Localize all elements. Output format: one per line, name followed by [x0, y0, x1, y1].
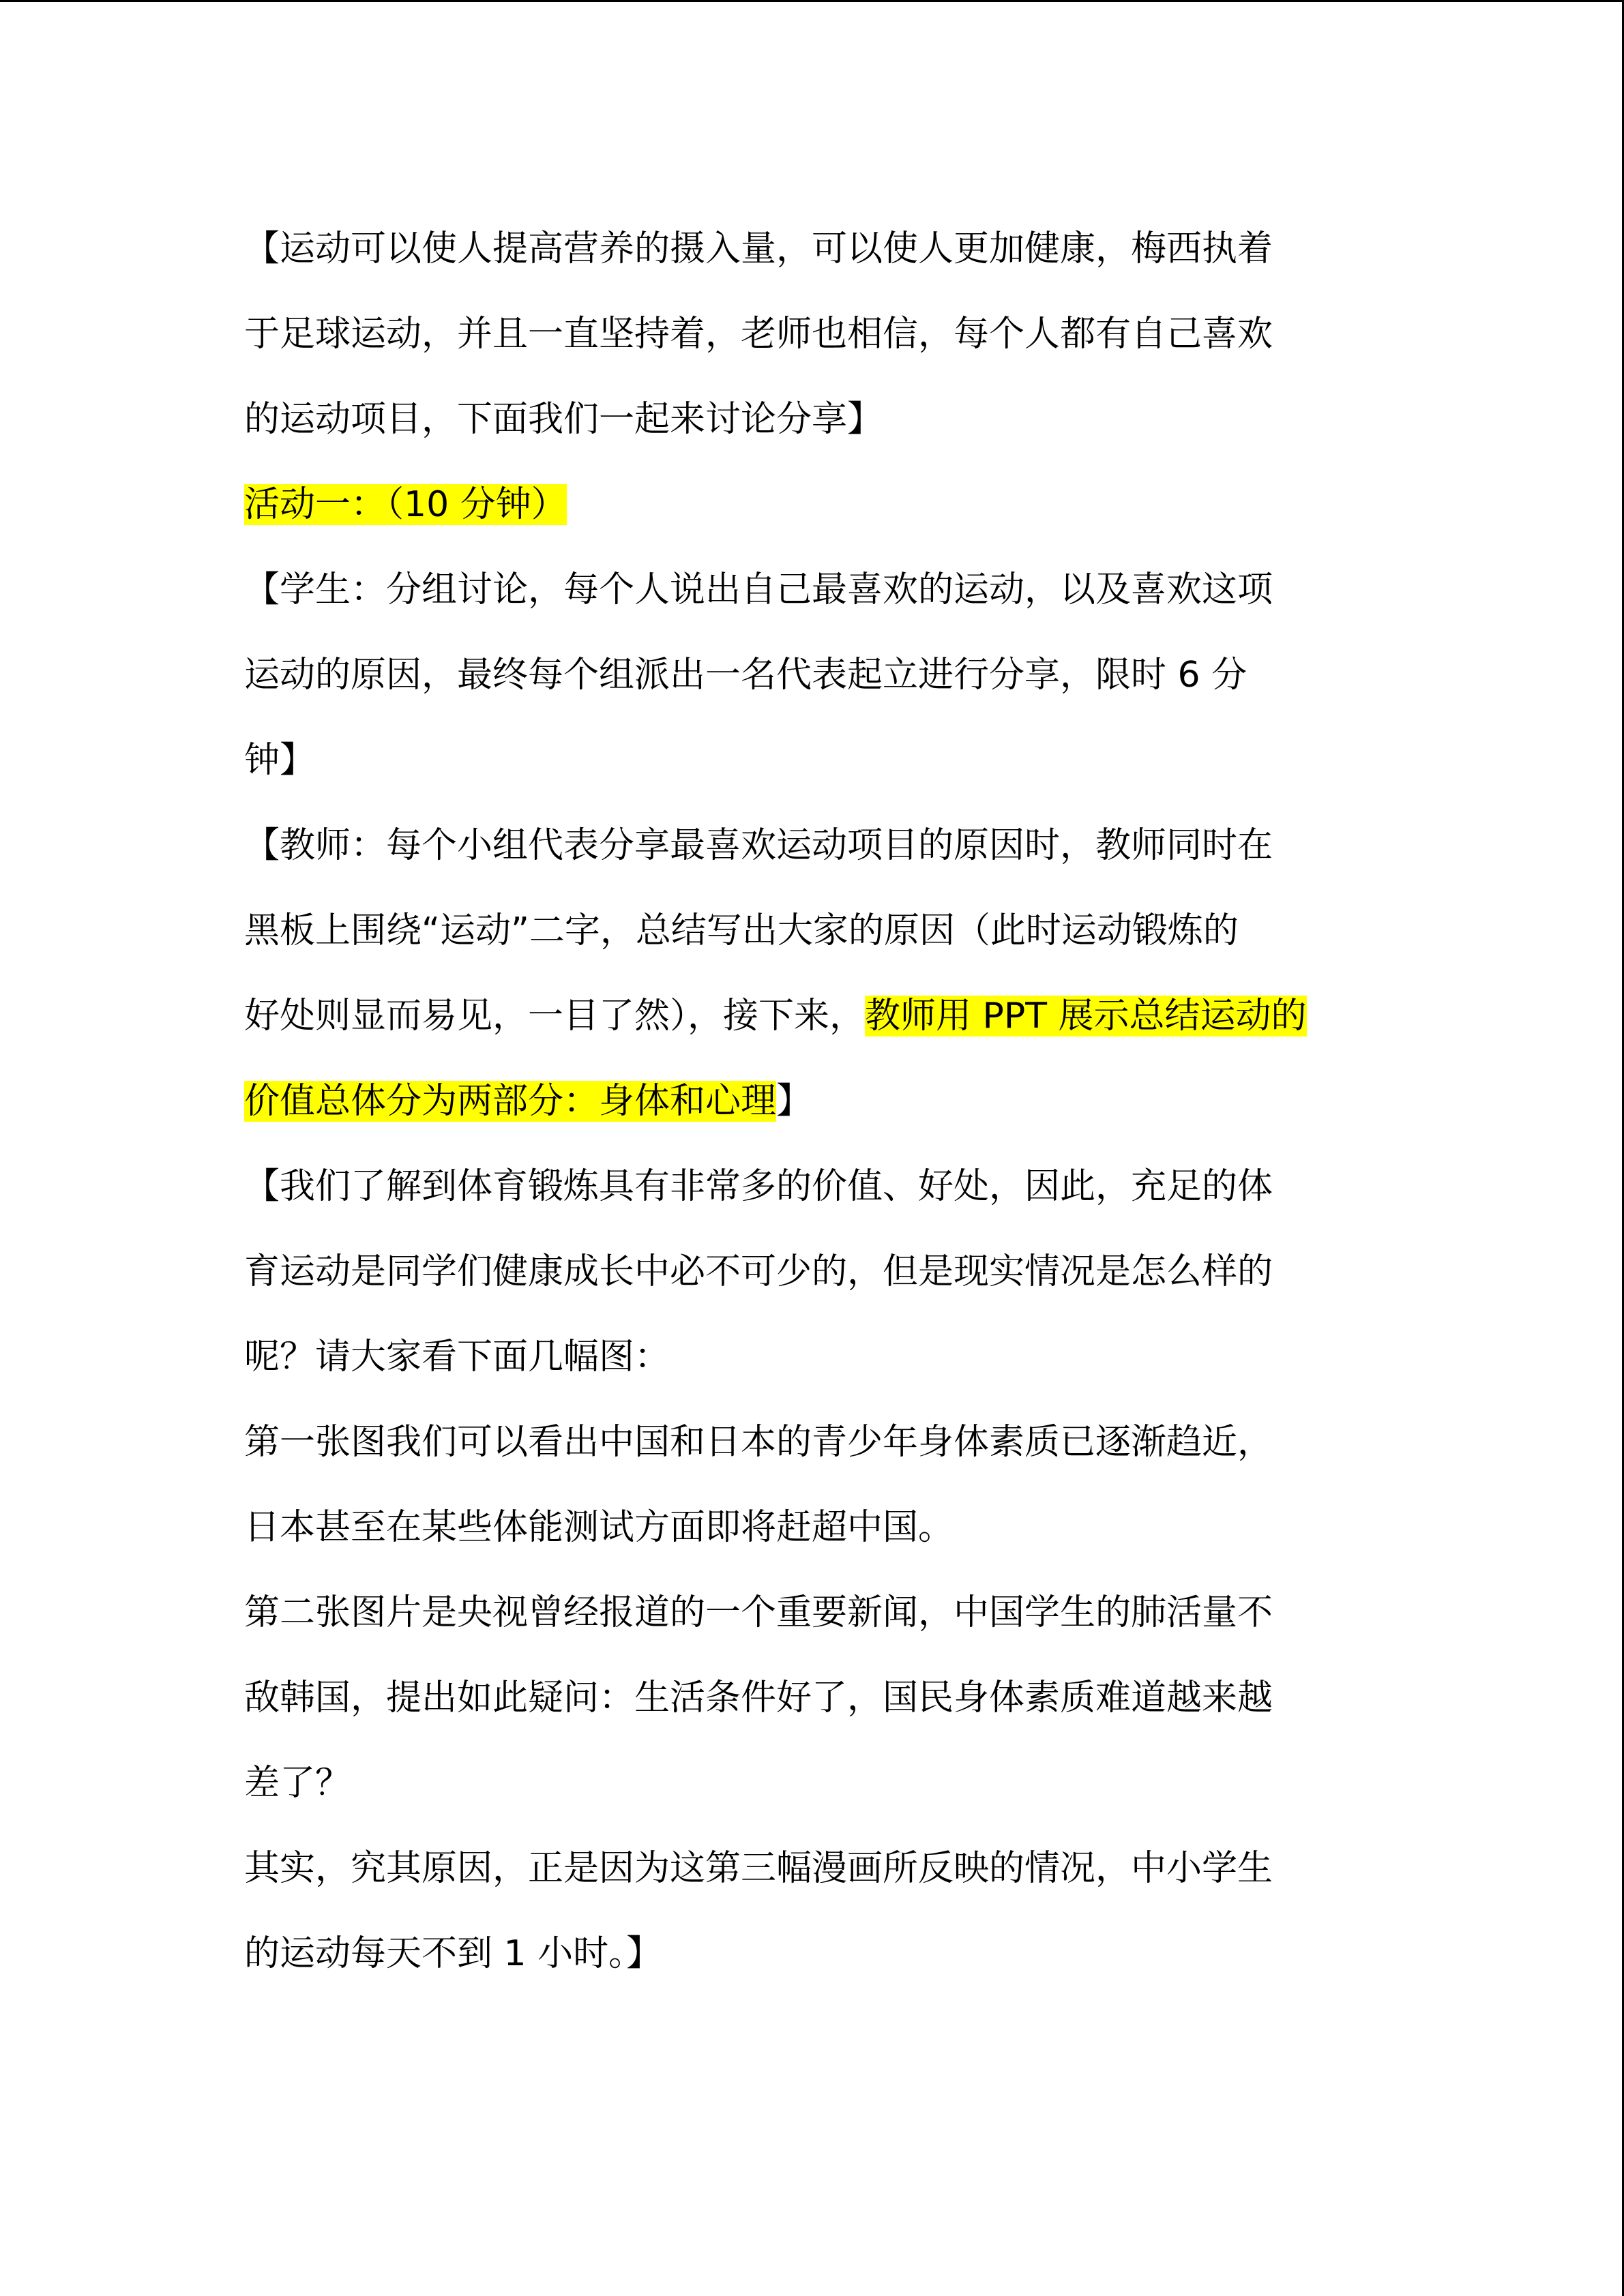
paragraph-value: [244, 1144, 1376, 1400]
text-line: 呢？请大家看下面几幅图：: [244, 1337, 670, 1377]
paragraph-first-picture: [244, 1400, 1376, 1570]
highlighted-text: 教师用 PPT 展示总结运动的: [865, 996, 1307, 1037]
paragraph-teacher: [244, 803, 1376, 1144]
paragraph-student: [244, 548, 1376, 803]
text-line: 【学生：分组讨论，每个人说出自己最喜欢的运动，以及喜欢这项: [244, 569, 1273, 610]
document-body: [244, 207, 1376, 1997]
paragraph-third-picture: [244, 1826, 1376, 1997]
text-line: 于足球运动，并且一直坚持着，老师也相信，每个人都有自己喜欢: [244, 314, 1273, 355]
text-line: [244, 462, 1376, 548]
paragraph-second-picture: [244, 1570, 1376, 1826]
text-line: 敌韩国，提出如此疑问：生活条件好了，国民身体素质难道越来越: [244, 1678, 1273, 1718]
text-line: 【教师：每个小组代表分享最喜欢运动项目的原因时，教师同时在: [244, 825, 1273, 866]
paragraph-activity-heading: [244, 462, 1376, 548]
highlighted-activity-heading: 活动一：（10 分钟）: [244, 484, 567, 525]
plain-text: 】: [776, 1081, 812, 1122]
text-line: 钟】: [244, 740, 316, 781]
text-line: [244, 974, 1376, 1059]
text-line: 差了？: [244, 1763, 351, 1804]
text-line: 第二张图片是央视曾经报道的一个重要新闻，中国学生的肺活量不: [244, 1592, 1273, 1633]
paragraph-intro: [244, 207, 1376, 462]
text-line: 【我们了解到体育锻炼具有非常多的价值、好处，因此，充足的体: [244, 1166, 1273, 1207]
text-line: 日本甚至在某些体能测试方面即将赶超中国。: [244, 1507, 954, 1548]
text-line: 第一张图我们可以看出中国和日本的青少年身体素质已逐渐趋近，: [244, 1422, 1273, 1463]
text-line: 黑板上围绕“运动”二字，总结写出大家的原因（此时运动锻炼的: [244, 910, 1239, 951]
plain-text: 好处则显而易见，一目了然），接下来，: [244, 996, 866, 1037]
text-line: 育运动是同学们健康成长中必不可少的，但是现实情况是怎么样的: [244, 1251, 1273, 1292]
text-line: 其实，究其原因，正是因为这第三幅漫画所反映的情况，中小学生: [244, 1848, 1273, 1889]
text-line: 的运动每天不到 1 小时。】: [244, 1933, 662, 1974]
text-line: 的运动项目，下面我们一起来讨论分享】: [244, 399, 883, 440]
highlighted-text: 价值总体分为两部分：身体和心理: [244, 1081, 777, 1122]
text-line: 运动的原因，最终每个组派出一名代表起立进行分享，限时 6 分: [244, 655, 1247, 696]
text-line: [244, 1059, 1376, 1144]
text-line: 【运动可以使人提高营养的摄入量，可以使人更加健康，梅西执着: [244, 228, 1273, 269]
